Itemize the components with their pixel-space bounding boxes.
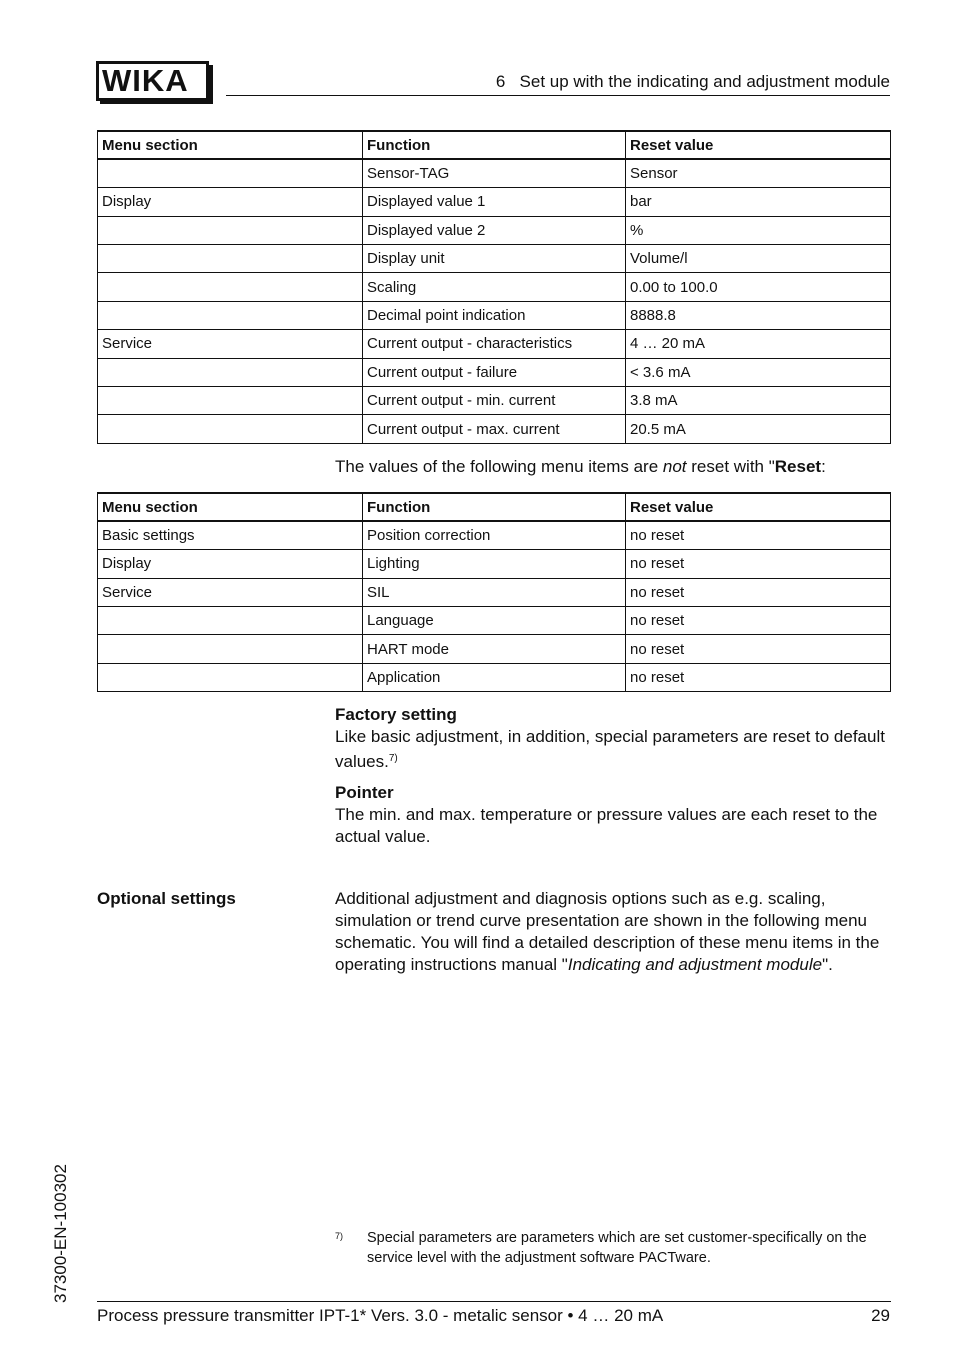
cell-menu-section (98, 245, 363, 273)
cell-reset-value: no reset (626, 607, 891, 635)
table-row (98, 245, 891, 273)
cell-reset-value: no reset (626, 578, 891, 606)
optional-settings-label: Optional settings (97, 889, 236, 908)
cell-reset-value: no reset (626, 521, 891, 549)
cell-function: Display unit (363, 245, 626, 273)
cell-menu-section: Service (98, 330, 363, 358)
cell-function: Position correction (363, 521, 626, 549)
pointer-section (335, 782, 891, 848)
cell-function: Displayed value 2 (363, 216, 626, 244)
cell-reset-value: 3.8 mA (626, 387, 891, 415)
cell-reset-value: no reset (626, 663, 891, 691)
footnote-text: Special parameters are parameters which are set customer-specifically on the service level with the adjustment software PACTware. (367, 1230, 867, 1266)
cell-function: Application (363, 663, 626, 691)
table-row (98, 301, 891, 329)
cell-function: Current output - characteristics (363, 330, 626, 358)
page-number: 29 (871, 1306, 890, 1325)
column-header-reset-value: Reset value (626, 493, 891, 521)
cell-function: Current output - min. current (363, 387, 626, 415)
footer-title: Process pressure transmitter IPT-1* Vers. 3.0 - metalic sensor • 4 … 20 mA (97, 1306, 664, 1325)
cell-reset-value: 8888.8 (626, 301, 891, 329)
table-row (98, 188, 891, 216)
cell-function: Language (363, 607, 626, 635)
table-row (98, 415, 891, 443)
document-id: 37300-EN-100302 (51, 1164, 70, 1303)
cell-reset-value: Sensor (626, 159, 891, 187)
factory-setting-heading: Factory setting (335, 705, 457, 724)
cell-menu-section: Display (98, 188, 363, 216)
no-reset-table (97, 492, 891, 692)
cell-reset-value: 0.00 to 100.0 (626, 273, 891, 301)
cell-menu-section (98, 273, 363, 301)
table-row (98, 578, 891, 606)
column-header-menu-section: Menu section (98, 493, 363, 521)
cell-menu-section: Service (98, 578, 363, 606)
table-header-row (98, 131, 891, 159)
table-row (98, 273, 891, 301)
cell-menu-section (98, 159, 363, 187)
table-row (98, 521, 891, 549)
cell-function: Scaling (363, 273, 626, 301)
cell-function: Lighting (363, 550, 626, 578)
cell-reset-value: no reset (626, 635, 891, 663)
cell-reset-value: bar (626, 188, 891, 216)
section-title: 6 Set up with the indicating and adjustment module (495, 72, 890, 91)
cell-function: SIL (363, 578, 626, 606)
logo-text: WIKA (102, 63, 189, 98)
column-header-reset-value: Reset value (626, 131, 891, 159)
cell-reset-value: 4 … 20 mA (626, 330, 891, 358)
table-row (98, 635, 891, 663)
pointer-heading: Pointer (335, 783, 394, 802)
cell-menu-section: Basic settings (98, 521, 363, 549)
cell-function: HART mode (363, 635, 626, 663)
table-row (98, 550, 891, 578)
optional-settings-text: Additional adjustment and diagnosis options such as e.g. scaling, simulation or trend curve presentation are shown in the following menu schematic. You will find a detailed description of these menu items in the operating instructions manual "Indicating and adjustment module". (335, 889, 880, 974)
table-row (98, 607, 891, 635)
pointer-text: The min. and max. temperature or pressure values are each reset to the actual value. (335, 805, 878, 846)
cell-menu-section (98, 387, 363, 415)
footnote-reference: 7) (388, 753, 398, 764)
table-header-row (98, 493, 891, 521)
table-row (98, 330, 891, 358)
no-reset-intro: The values of the following menu items are not reset with "Reset: (335, 457, 826, 476)
cell-menu-section (98, 216, 363, 244)
footnote (335, 1229, 891, 1268)
cell-menu-section: Display (98, 550, 363, 578)
table-row (98, 159, 891, 187)
header-divider (226, 95, 890, 96)
factory-setting-text: Like basic adjustment, in addition, special parameters are reset to default values.$^{7)}$ (335, 727, 885, 771)
column-header-function: Function (363, 131, 626, 159)
cell-reset-value: Volume/l (626, 245, 891, 273)
cell-reset-value: < 3.6 mA (626, 358, 891, 386)
cell-function: Current output - failure (363, 358, 626, 386)
wika-logo (96, 61, 214, 103)
table-row (98, 216, 891, 244)
reset-values-table (97, 130, 891, 444)
footnote-mark: 7) (335, 1231, 344, 1241)
cell-menu-section (98, 607, 363, 635)
cell-function: Sensor-TAG (363, 159, 626, 187)
cell-function: Decimal point indication (363, 301, 626, 329)
cell-menu-section (98, 301, 363, 329)
cell-menu-section (98, 635, 363, 663)
cell-reset-value: 20.5 mA (626, 415, 891, 443)
cell-menu-section (98, 415, 363, 443)
factory-setting-section (335, 704, 891, 773)
column-header-function: Function (363, 493, 626, 521)
table-row (98, 663, 891, 691)
footer-divider (97, 1301, 891, 1302)
cell-function: Current output - max. current (363, 415, 626, 443)
cell-reset-value: % (626, 216, 891, 244)
column-header-menu-section: Menu section (98, 131, 363, 159)
table-row (98, 358, 891, 386)
cell-menu-section (98, 358, 363, 386)
cell-menu-section (98, 663, 363, 691)
cell-reset-value: no reset (626, 550, 891, 578)
cell-function: Displayed value 1 (363, 188, 626, 216)
table-row (98, 387, 891, 415)
